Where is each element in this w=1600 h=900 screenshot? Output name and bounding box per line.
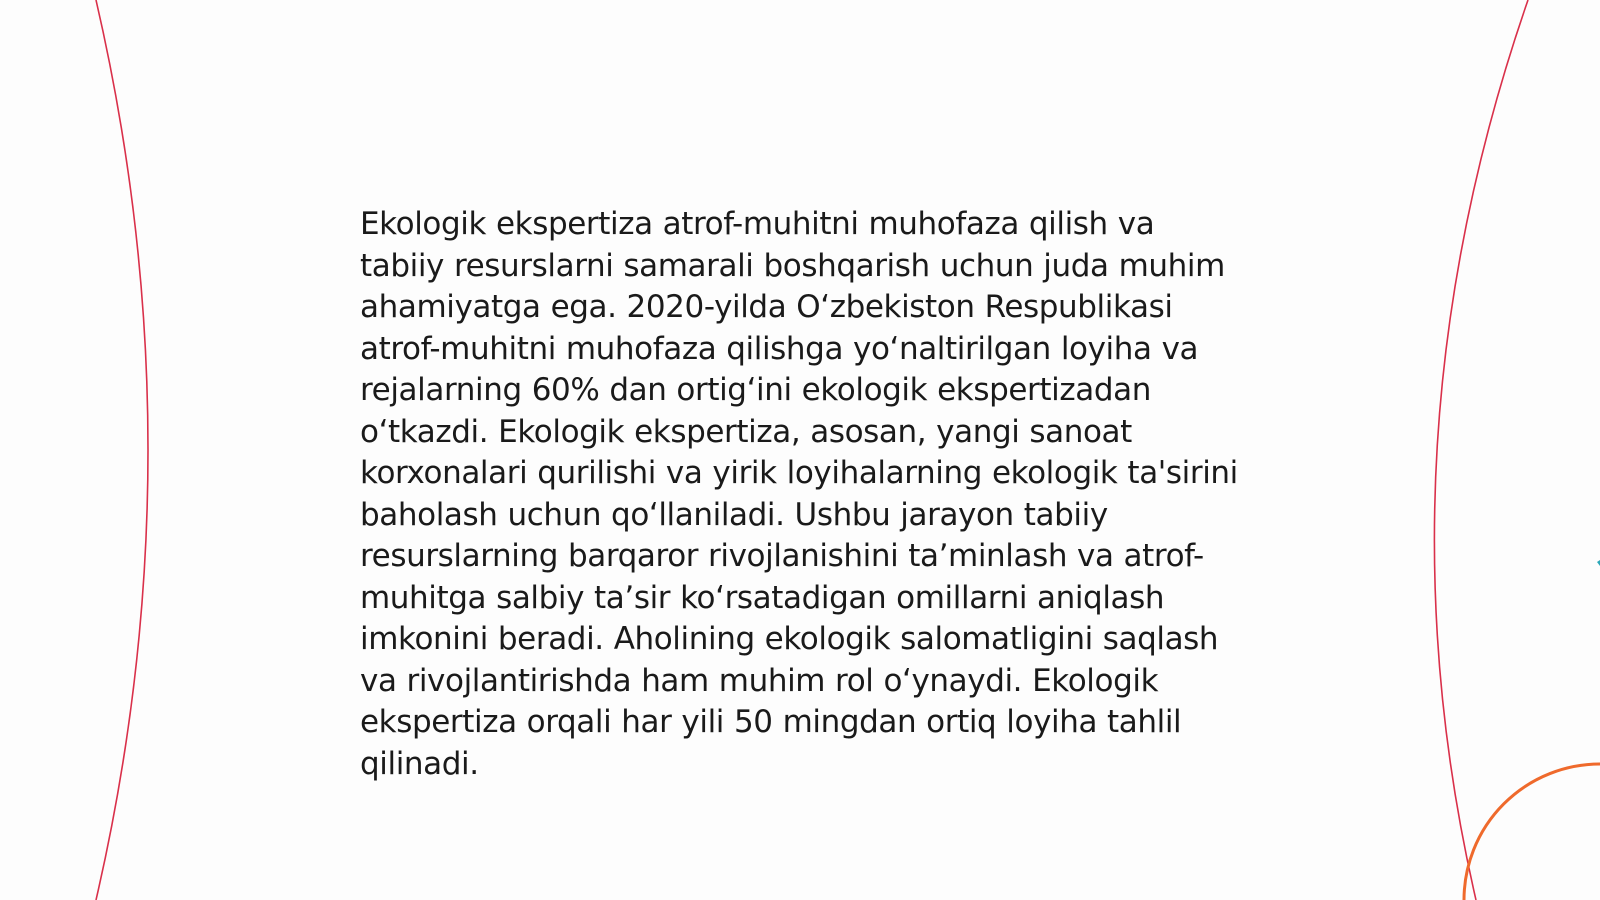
body-text: Ekologik ekspertiza atrof-muhitni muhofaza qilish va tabiiy resurslarni samarali boshqarish uchun juda muhim ahamiyatga ega. 2020-yilda O‘zbekiston Respublikasi atrof-muhitni muhofaza qilishga yo‘naltirilgan loyiha va rejalarning 60% dan ortig‘ini ekologik ekspertizadan o‘tkazdi. Ekologik ekspertiza, asosan, yangi sanoat korxonalari qurilishi va yirik loyihalarning ekologik ta'sirini baholash uchun qo‘llaniladi. Ushbu jarayon tabiiy resurslarning barqaror rivojlanishini ta’minlash va atrof-muhitga salbiy ta’sir ko‘rsatadigan omillarni aniqlash imkonini beradi. Aholining ekologik salomatligini saqlash va rivojlantirishda ham muhim rol o‘ynaydi. Ekologik ekspertiza orqali har yili 50 mingdan ortiq loyiha tahlil qilinadi. (360, 206, 1238, 782)
right-arc-line (1434, 0, 1528, 900)
left-arc-line (96, 0, 148, 900)
orange-circle-arc (1464, 764, 1600, 900)
